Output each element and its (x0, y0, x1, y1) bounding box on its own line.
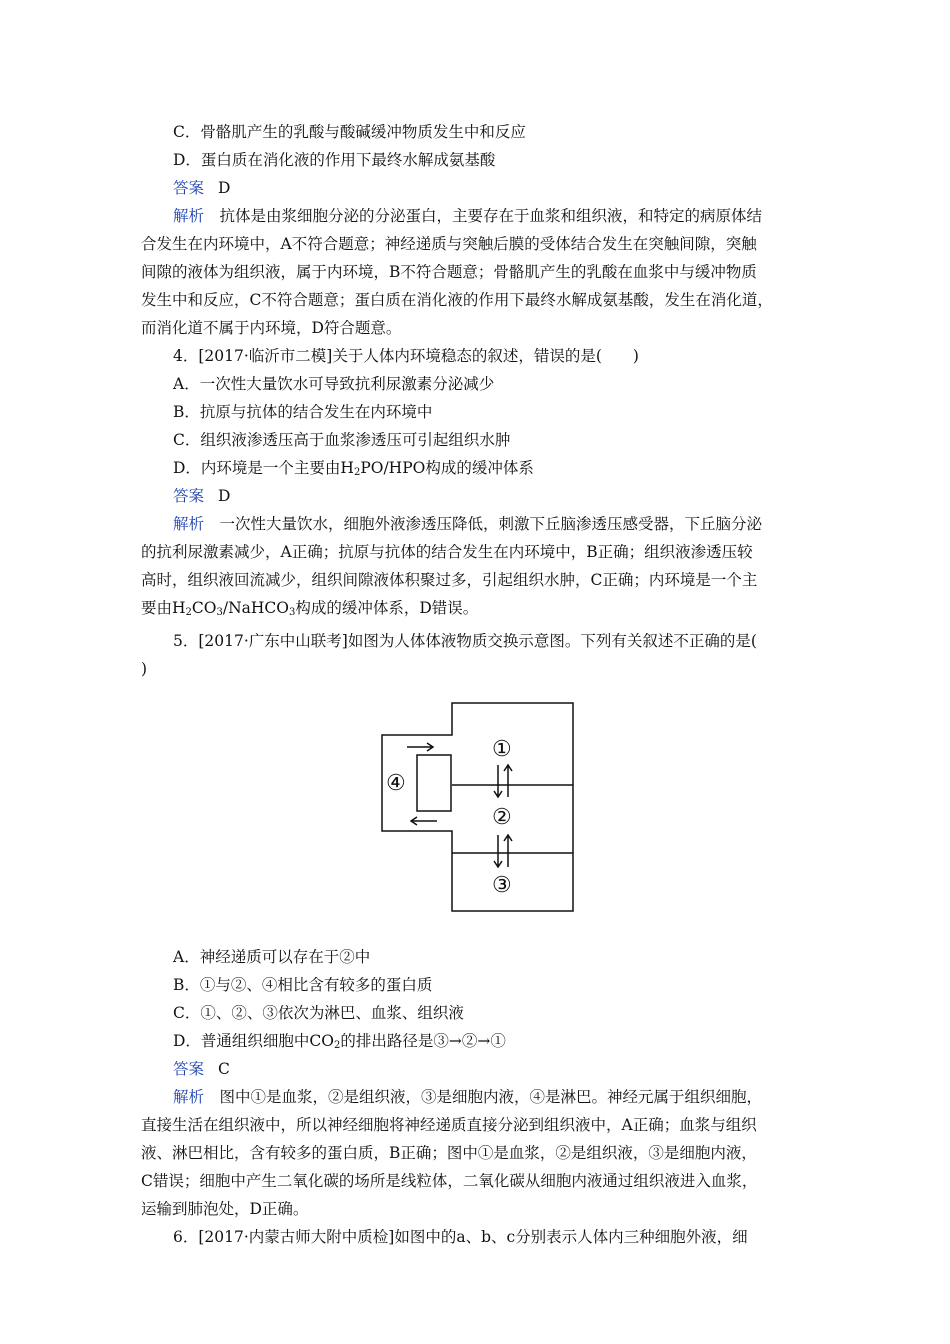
q5-option-a: A．神经递质可以存在于②中 (173, 948, 371, 966)
subscript: 2 (353, 467, 361, 478)
analysis-line: 合发生在内环境中，A不符合题意；神经递质与突触后膜的受体结合发生在突触间隙，突触 (141, 235, 757, 253)
analysis-line: 液、淋巴相比，含有较多的蛋白质，B正确；图中①是血浆，②是组织液，③是细胞内液， (141, 1144, 757, 1162)
q5-analysis (141, 1083, 821, 1223)
document-page (141, 118, 821, 1251)
body-fluid-exchange-figure (377, 695, 617, 935)
q5-answer (141, 1055, 821, 1083)
answer-label: 答案 (173, 179, 205, 197)
q4-option-c: C．组织液渗透压高于血浆渗透压可引起组织水肿 (173, 431, 511, 449)
q4-analysis (141, 510, 821, 627)
arrow-left-icon (411, 817, 437, 825)
arrow-up-icon (504, 765, 512, 797)
q3-answer (141, 174, 821, 202)
analysis-line: 高时，组织液回流减少，组织间隙液体积聚过多，引起组织水肿，C正确；内环境是一个主 (141, 571, 758, 589)
answer-value: D (218, 487, 231, 505)
analysis-line: 间隙的液体为组织液，属于内环境，B不符合题意；骨骼肌产生的乳酸在血浆中与缓冲物质 (141, 263, 757, 281)
q5-option-b: B．①与②、④相比含有较多的蛋白质 (173, 976, 433, 994)
analysis-line: 一次性大量饮水，细胞外液渗透压降低，刺激下丘脑渗透压感受器，下丘脑分泌 (219, 515, 763, 533)
q4-option-d (141, 454, 821, 482)
q5-option-d (141, 1027, 821, 1055)
stem-line: ) (141, 660, 148, 678)
q5-option-c: C．①、②、③依次为淋巴、血浆、组织液 (173, 1004, 464, 1022)
q3-option-d: D．蛋白质在消化液的作用下最终水解成氨基酸 (173, 151, 496, 169)
label-lymph: ④ (386, 771, 406, 796)
answer-value: C (218, 1060, 230, 1078)
q5-stem (141, 627, 821, 683)
arrow-down-icon (494, 765, 502, 797)
q4-answer (141, 482, 821, 510)
q6-stem: 6．[2017·内蒙古师大附中质检]如图中的a、b、c分别表示人体内三种细胞外液，细 (173, 1228, 748, 1246)
subscript: 2 (334, 1040, 341, 1051)
q4-option-b: B．抗原与抗体的结合发生在内环境中 (173, 403, 433, 421)
q3-analysis (141, 202, 821, 342)
label-intracellular-fluid: ③ (492, 873, 512, 898)
analysis-line: 运输到肺泡处，D正确。 (141, 1200, 309, 1218)
option-text: D．普通组织细胞中CO (173, 1032, 334, 1050)
option-text: D．内环境是一个主要由H (173, 459, 354, 477)
analysis-line: 要由$H_2CO_3/NaHCO_3$构成的缓冲体系，D错误。 (141, 599, 479, 618)
q4-option-a: A．一次性大量饮水可导致抗利尿激素分泌减少 (173, 375, 495, 393)
analysis-label: 解析 (173, 207, 205, 225)
option-text: PO/HPO构成的缓冲体系 (360, 459, 534, 477)
arrow-up-icon (504, 835, 512, 867)
arrow-right-icon (407, 743, 433, 751)
stem-line: 5．[2017·广东中山联考]如图为人体体液物质交换示意图。下列有关叙述不正确的是( (173, 632, 757, 650)
analysis-label: 解析 (173, 515, 205, 533)
analysis-line: 抗体是由浆细胞分泌的分泌蛋白，主要存在于血浆和组织液，和特定的病原体结 (219, 207, 763, 225)
analysis-line: 直接生活在组织液中，所以神经细胞将神经递质直接分泌到组织液中，A正确；血浆与组织 (141, 1116, 757, 1134)
analysis-line: 的抗利尿激素减少，A正确；抗原与抗体的结合发生在内环境中，B正确；组织液渗透压较 (141, 543, 753, 561)
analysis-label: 解析 (173, 1088, 205, 1106)
analysis-line: C错误；细胞中产生二氧化碳的场所是线粒体，二氧化碳从细胞内液通过组织液进入血浆， (141, 1172, 758, 1190)
q3-option-c: C．骨骼肌产生的乳酸与酸碱缓冲物质发生中和反应 (173, 123, 526, 141)
analysis-line: 发生中和反应，C不符合题意；蛋白质在消化液的作用下最终水解成氨基酸，发生在消化道， (141, 291, 773, 309)
analysis-line: 图中①是血浆，②是组织液，③是细胞内液，④是淋巴。神经元属于组织细胞， (219, 1088, 763, 1106)
q4-stem: 4．[2017·临沂市二模]关于人体内环境稳态的叙述，错误的是( ) (173, 347, 639, 365)
analysis-line: 而消化道不属于内环境，D符合题意。 (141, 319, 402, 337)
answer-label: 答案 (173, 487, 205, 505)
label-plasma: ① (492, 737, 512, 762)
answer-label: 答案 (173, 1060, 205, 1078)
answer-value: D (218, 179, 231, 197)
option-text: 的排出路径是③→②→① (340, 1032, 506, 1050)
arrow-down-icon (494, 835, 502, 867)
label-tissue-fluid: ② (492, 805, 512, 830)
